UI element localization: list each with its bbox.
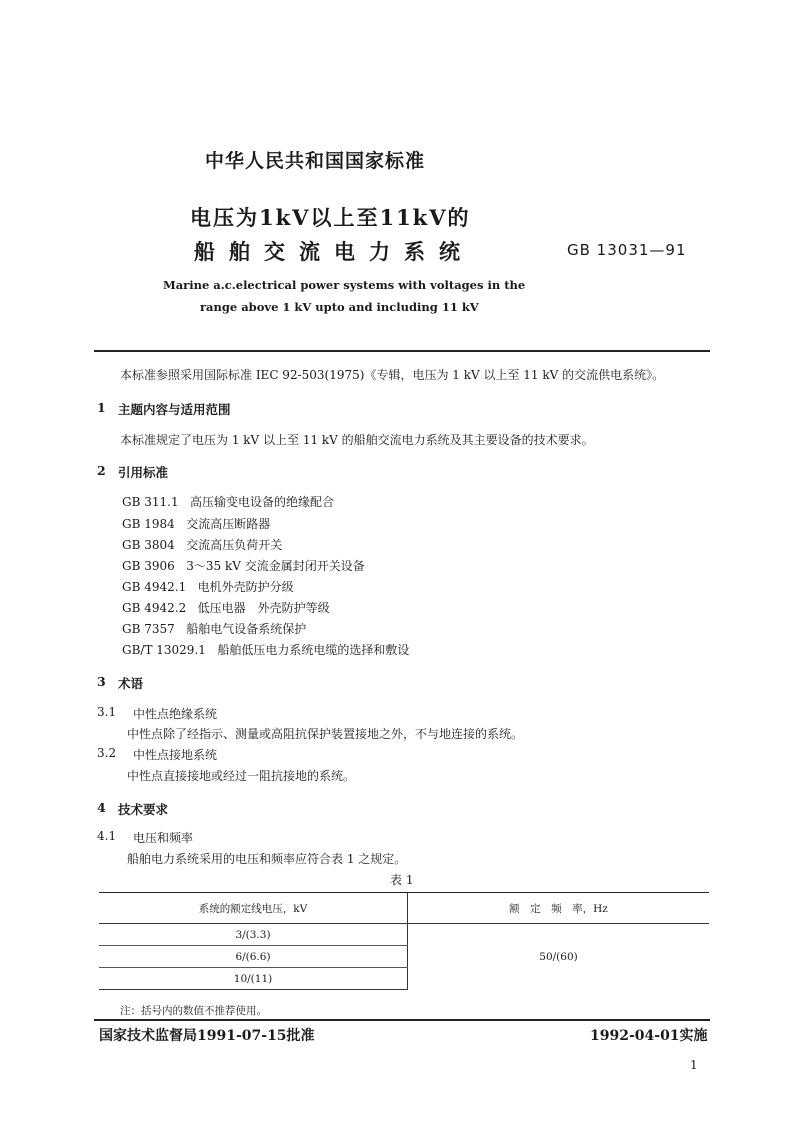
table-caption: 表 1 [390,873,414,887]
section2-heading: 引用标准 [118,465,169,480]
section1-number: 1 [97,400,106,415]
reference-item [122,578,294,595]
reference-title: 船舶低压电力系统电缆的选择和敷设 [217,643,410,657]
reference-code: GB 7357 [122,622,175,636]
reference-item [122,515,270,532]
voltage-cell: 10/(11) [99,968,408,990]
section1-text: 本标准规定了电压为 1 kV 以上至 11 kV 的船舶交流电力系统及其主要设备的技术要求。 [120,433,594,447]
term-definition: 中性点除了经指示、测量或高阻抗保护装置接地之外，不与地连接的系统。 [127,727,524,741]
section4-heading: 技术要求 [118,802,169,817]
reference-item [122,620,306,637]
section3-number: 3 [97,674,106,689]
voltage-cell: 3/(3.3) [99,924,408,946]
intro-paragraph: 本标准参照采用国际标准 IEC 92-503(1975)《专辑，电压为 1 kV 以上至 11 kV 的交流供电系统》。 [120,368,665,382]
reference-title: 船舶电气设备系统保护 [186,622,307,636]
reference-item [122,493,334,510]
reference-code: GB 3906 [122,559,175,573]
term-definition: 中性点直接接地或经过一阻抗接地的系统。 [127,769,356,783]
page-number: 1 [690,1058,698,1072]
document-title-line1: 电压为1kV以上至11kV的 [190,205,471,230]
reference-code: GB 4942.1 [122,580,187,594]
section4-number: 4 [97,800,106,815]
reference-item [122,557,365,574]
standard-code: GB 13031—91 [567,241,687,259]
reference-title: 交流高压负荷开关 [186,538,283,552]
reference-code: GB 1984 [122,517,175,531]
approval-date: 国家技术监督局1991-07-15批准 [99,1028,315,1044]
section2-number: 2 [97,463,106,478]
term-number: 3.2 [97,746,117,760]
term-number: 3.1 [97,705,117,719]
footer-divider [94,1019,710,1021]
header-divider [94,350,710,352]
reference-code: GB 3804 [122,538,175,552]
table-header-voltage: 系统的额定线电压，kV [99,893,408,924]
document-title-line2: 船舶交流电力系统 [194,239,474,264]
reference-title: 3～35 kV 交流金属封闭开关设备 [186,559,365,573]
table-row [99,924,709,946]
reference-code: GB/T 13029.1 [122,643,206,657]
reference-title: 电机外壳防护分级 [197,580,294,594]
implementation-date: 1992-04-01实施 [590,1028,708,1044]
english-title-line1: Marine a.c.electrical power systems with voltages in the [163,278,526,292]
reference-code: GB 311.1 [122,495,179,509]
reference-code: GB 4942.2 [122,601,187,615]
voltage-cell: 6/(6.6) [99,946,408,968]
term-name: 中性点接地系统 [133,748,218,762]
term-name: 中性点绝缘系统 [133,707,218,721]
reference-item [122,536,282,553]
reference-title: 交流高压断路器 [186,517,271,531]
table-note: 注：括号内的数值不推荐使用。 [120,1005,267,1017]
english-title-line2: range above 1 kV upto and including 11 kV [200,300,479,314]
reference-item [122,641,409,658]
section1-heading: 主题内容与适用范围 [118,402,231,417]
frequency-cell: 50/(60) [539,950,578,963]
section3-heading: 术语 [118,676,144,691]
subsection-title: 电压和频率 [133,831,194,845]
subsection-text: 船舶电力系统采用的电压和频率应符合表 1 之规定。 [127,852,407,866]
reference-item [122,599,330,616]
reference-title: 低压电器 外壳防护等级 [197,601,330,615]
table-header-frequency: 额 定 频 率，Hz [408,893,710,924]
reference-title: 高压输变电设备的绝缘配合 [190,495,335,509]
voltage-frequency-table [99,892,709,990]
national-standard-heading: 中华人民共和国国家标准 [205,150,426,172]
subsection-number: 4.1 [97,829,117,843]
